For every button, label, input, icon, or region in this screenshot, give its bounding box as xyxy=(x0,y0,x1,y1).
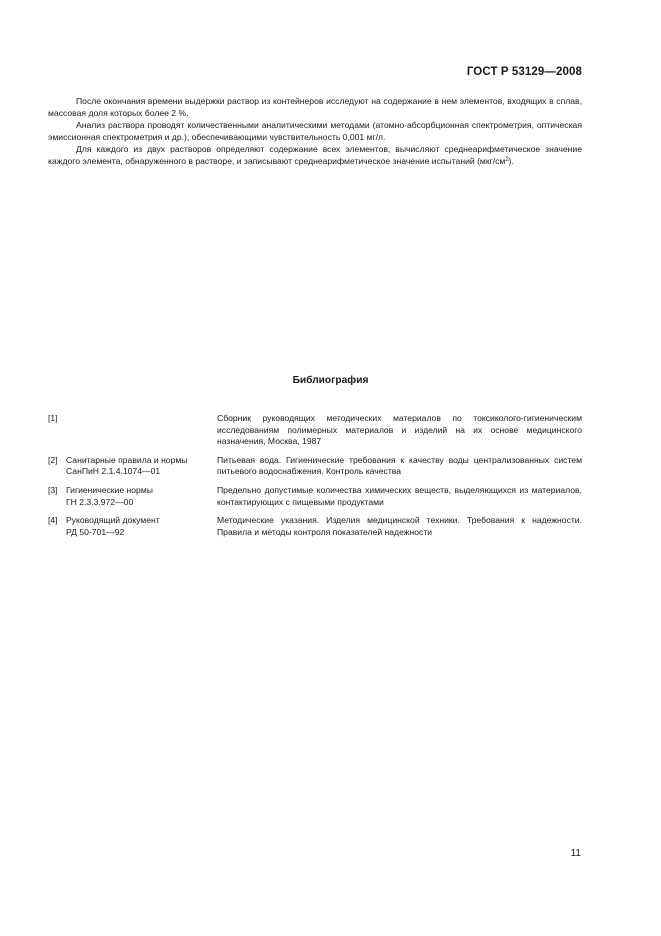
entry-source-code: СанПиН 2.1.4.1074—01 xyxy=(66,466,161,477)
paragraph-1: После окончания времени выдержки раствор из контейнеров исследуют на содержание в нем элементов, входящих в сплав, массовая доля которых более 2 %. xyxy=(48,96,582,119)
entry-number: [3] xyxy=(48,484,58,495)
entry-number: [2] xyxy=(48,454,58,465)
entry-description: Питьевая вода. Гигиенические требования к качеству воды централизованных систем питьевого водоснабжения. Контроль качества xyxy=(217,454,582,477)
page-number: 11 xyxy=(570,848,581,859)
paragraph-2: Анализ раствора проводят количественными аналитическими методами (атомно-абсорбционная спектрометрия, оптическая эмиссионная спектрометрия и др.), обеспечивающими чувствительность 0,001 мг/л. xyxy=(48,120,582,143)
entry-number: [1] xyxy=(48,413,58,423)
entry-source xyxy=(66,455,217,478)
document-header: ГОСТ Р 53129—2008 xyxy=(466,66,582,78)
paragraph-3-tail: ). xyxy=(508,156,514,167)
unit-superscript: 2 xyxy=(505,157,509,164)
bibliography-entry xyxy=(48,485,582,508)
entry-source-code: РД 50-701—92 xyxy=(66,526,125,537)
entry-description: Методические указания. Изделия медицинской техники. Требования к надежности. Правила и методы контроля показателей надежности xyxy=(217,515,582,537)
bibliography-title: Библиография xyxy=(292,375,369,386)
paragraph-3-text: Для каждого из двух растворов определяют содержание всех элементов, вычисляют среднеарифметическое значение каждого элемента, обнаруженного в растворе, и записывают среднеарифметическое значение испытаний (мкг/см xyxy=(48,144,582,167)
entry-source-code: ГН 2.3.3.972—00 xyxy=(66,496,134,507)
bibliography-list xyxy=(48,413,582,545)
entry-source xyxy=(66,515,217,538)
entry-source-type: Санитарные правила и нормы xyxy=(66,454,188,465)
entry-source-type: Руководящий документ xyxy=(66,515,160,526)
entry-number: [4] xyxy=(48,515,58,526)
entry-source xyxy=(66,485,217,508)
entry-source xyxy=(66,413,217,448)
bibliography-entry xyxy=(48,515,582,538)
entry-description: Предельно допустимые количества химических веществ, выделяющихся из материалов, контактирующих с пищевыми продуктами xyxy=(217,484,582,507)
bibliography-entry xyxy=(48,455,582,478)
entry-source-type: Гигиенические нормы xyxy=(66,484,153,495)
bibliography-entry xyxy=(48,413,582,448)
paragraph-3 xyxy=(48,143,582,167)
body-text xyxy=(48,95,582,168)
entry-description: Сборник руководящих методических материалов по токсиколого-гигиеническим исследованиям полимерных материалов и изделий на их основе медицинского назначения, Москва, 1987 xyxy=(217,413,582,447)
